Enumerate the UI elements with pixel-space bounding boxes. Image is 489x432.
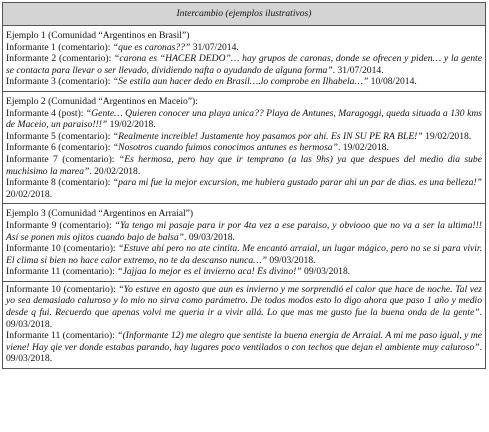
informant-quote: “(Informante 12) me alegro que sentiste la buena energia de Arraial. A mi me paso igual, y me viene! Hay qie ver donde estabas parando, hay lugares poco ventilados o con techos que dejan el ambiente muy caluroso” (6, 330, 482, 353)
informant-date: . 09/03/2018. (6, 307, 482, 330)
informant-speaker: Informante 7 (comentario): (6, 153, 119, 165)
informant-date: . 20/02/2018. (89, 165, 141, 177)
informant-quote: “Ya tengo mi pasaje para ir por 4ta vez a ese paraiso, y obviooo que no va a ser la ultima!!! Así se ponen mis ojitos cuando bajo de balsa” (6, 219, 482, 243)
informant-entry (6, 53, 482, 76)
informant-quote: “para mi fue la mejor excursion, me hubiera gustado parar ahi un par de dias. es una belleza!” (112, 177, 482, 189)
informant-speaker: Informante 5 (comentario): (6, 130, 113, 142)
example-block (3, 204, 485, 282)
informant-speaker: Informante 11 (comentario): (6, 330, 118, 342)
informant-date: 10/08/2014. (368, 76, 417, 88)
informant-date: 19/02/2018. (107, 119, 156, 131)
informant-speaker: Informante 3 (comentario): (6, 76, 113, 88)
example-title: Ejemplo 1 (Comunidad “Argentinos en Brasil”) (6, 30, 190, 41)
example-title: Ejemplo 3 (Comunidad “Argentinos en Arraial”) (6, 208, 194, 220)
example-block (3, 26, 485, 92)
informant-quote: “Estuve ahí pero no ate cintita. Me encantó arraial, un lugar mágico, pero no se si para vivir. El clima si bien no hace calor extremo, no te da descanso nunca…” (6, 243, 482, 266)
informant-quote: “Se estila aun hacer dedo en Brasil….lo comprobe en Ilhabela…” (112, 76, 369, 88)
informant-date: 19/02/2018. (422, 130, 472, 142)
informant-speaker: Informante 11 (comentario): (6, 266, 118, 278)
informant-date: . 09/03/2018. (6, 341, 482, 365)
informant-speaker: Informante 4 (post): (6, 107, 86, 119)
informant-date: 09/03/2018. (267, 254, 316, 266)
informant-entry (6, 266, 482, 278)
informant-entry (6, 220, 482, 243)
table-body (3, 26, 485, 368)
example-block (3, 92, 485, 204)
informant-speaker: Informante 9 (comentario): (6, 219, 115, 231)
example-block (3, 282, 485, 368)
informant-speaker: Informante 1 (comentario): (6, 41, 113, 53)
informant-speaker: Informante 6 (comentario): (6, 142, 113, 154)
informant-quote: “Jajjaa lo mejor es el invierno aca! Es divino!” (117, 266, 302, 278)
informant-speaker: Informante 10 (comentario): (6, 283, 119, 295)
informant-date: 20/02/2018. (6, 188, 53, 200)
informant-entry (6, 131, 482, 143)
informant-date: 31/07/2014. (190, 41, 239, 53)
informant-date: 09/03/2018. (301, 266, 351, 278)
informant-speaker: Informante 10 (comentario): (6, 243, 119, 255)
informant-entry (6, 154, 482, 177)
informant-date: . 09/03/2018. (184, 231, 235, 243)
informant-entry (6, 243, 482, 266)
informant-quote: “Realmente increible! Justamente hoy pasamos por ahí. Es IN SU PE RA BLE!” (112, 130, 423, 142)
informant-speaker: Informante 8 (comentario): (6, 177, 113, 189)
examples-table (2, 2, 486, 369)
informant-quote: “Es hermosa, pero hay que ir temprano (a las 9hs) ya que despues del medio dia sube muchisimo la marea” (6, 153, 482, 177)
informant-quote: “Gente… Quieren conocer una playa unica?? Playa de Antunes, Maragoggi, queda situada a 130 kms de Maceio, un paraiso!!!” (6, 107, 482, 131)
informant-entry (6, 177, 482, 200)
informant-speaker: Informante 2 (comentario): (6, 53, 115, 65)
informant-quote: “que es caronas??” (112, 41, 191, 53)
informant-entry (6, 142, 482, 154)
table-header: Intercambio (ejemplos ilustrativos) (3, 3, 485, 26)
informant-quote: “Nosotros cuando fuimos conocimos antunes es hermosa” (112, 142, 338, 154)
informant-quote: “carona es “HACER DEDO”… hay grupos de caronas, donde se ofrecen y piden… y la gente se contacta para llevar o ser llevado, dividiendo nafta o ayudando de alguna forma” (6, 53, 482, 76)
example-title: Ejemplo 2 (Comunidad “Argentinos en Maceio”): (6, 95, 198, 107)
informant-entry (6, 108, 482, 131)
informant-date: . 31/07/2014. (332, 64, 384, 76)
informant-entry (6, 42, 482, 54)
informant-entry (6, 330, 482, 365)
informant-entry (6, 284, 482, 330)
informant-quote: “Yo estuve en agosto que aun es invierno y me sorprendió el calor que hace de noche. Tal vez yo sea demasiado caluroso y lo mio no sirva como parámetro. De todos modos esto lo digo ahora que paso 1 año y medio desde q fui. Recuerdo que apenas volvi me queria ir a vivir allá. Lo que mas me gusto fue la buena onda de la gente” (6, 283, 482, 319)
informant-date: . 19/02/2018. (337, 142, 389, 154)
informant-entry (6, 76, 482, 88)
